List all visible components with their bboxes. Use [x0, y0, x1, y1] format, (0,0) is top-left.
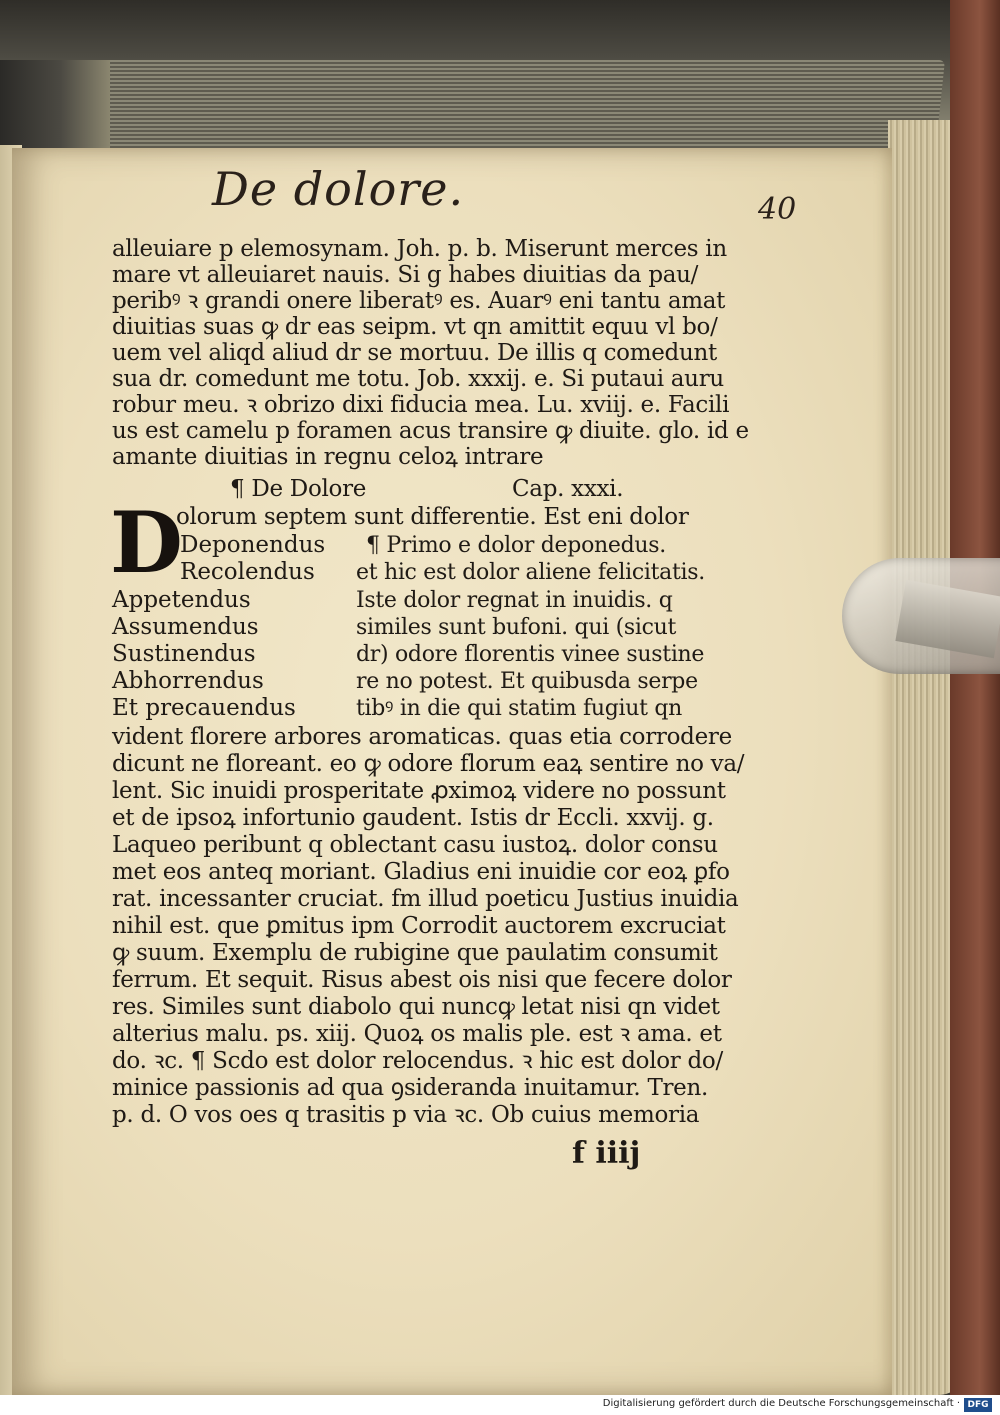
text-line: do. ꝛc. ¶ Scdo est dolor relocendus. ꝛ hic est dolor do/	[112, 1048, 723, 1074]
list-item: Abhorrendus	[112, 668, 264, 694]
page-block-edge	[55, 60, 945, 155]
footer	[0, 1395, 1000, 1415]
folio-number: 40	[758, 192, 797, 227]
list-item: Appetendus	[112, 587, 251, 613]
intro-line: olorum septem sunt differentie. Est eni dolor	[176, 504, 689, 530]
list-item: Recolendus	[180, 559, 315, 585]
text-line: rat. incessanter cruciat. fm illud poeticu Justius inuidia	[112, 886, 739, 912]
list-item: Deponendus	[180, 532, 326, 558]
text-line: res. Similes sunt diabolo qui nuncꝙ letat nisi qn videt	[112, 994, 720, 1020]
text-line: us est camelu p foramen acus transire ꝙ diuite. glo. id e	[112, 418, 749, 444]
text-line: peribꝰ ꝛ grandi onere liberatꝰ es. Auarꝰ eni tantu amat	[112, 288, 726, 314]
text-line: vident florere arbores aromaticas. quas etia corrodere	[112, 724, 732, 750]
text-line: nihil est. que ꝑmitus ipm Corrodit auctorem excruciat	[112, 913, 726, 939]
text-line: et hic est dolor aliene felicitatis.	[356, 560, 705, 585]
text-line: met eos anteq moriant. Gladius eni inuidie cor eoꝝ ꝑfo	[112, 859, 730, 885]
list-item: Et precauendus	[112, 695, 296, 721]
text-line: dr) odore florentis vinee sustine	[356, 642, 705, 667]
drop-cap: D	[110, 493, 183, 592]
text-line: dicunt ne floreant. eo ꝙ odore florum eaꝝ sentire no va/	[112, 751, 745, 777]
text-line: mare vt alleuiaret nauis. Si g habes diuitias da pau/	[112, 262, 699, 288]
list-item: Assumendus	[112, 614, 259, 640]
text-line: ꝙ suum. Exemplu de rubigine que paulatim consumit	[112, 940, 718, 966]
text-line: lent. Sic inuidi prosperitate ꝓximoꝝ videre no possunt	[112, 778, 726, 804]
book-cover	[950, 0, 1000, 1395]
signature-mark: f iiij	[572, 1136, 641, 1171]
text-line: diuitias suas ꝙ dr eas seipm. vt qn amittit equu vl bo/	[112, 314, 718, 340]
text-line: Iste dolor regnat in inuidis. q	[356, 588, 673, 613]
text-line: et de ipsoꝝ infortunio gaudent. Istis dr Eccli. xxvij. g.	[112, 805, 714, 831]
text-line: amante diuitias in regnu celoꝝ intrare	[112, 444, 544, 470]
text-line: uem vel aliqd aliud dr se mortuu. De illis q comedunt	[112, 340, 717, 366]
text-line: Laqueo peribunt q oblectant casu iustoꝝ. dolor consu	[112, 832, 718, 858]
text-line: p. d. O vos oes q trasitis p via ꝛc. Ob cuius memoria	[112, 1102, 700, 1128]
text-line: ¶ Primo e dolor deponedus.	[366, 533, 666, 558]
text-line: alterius malu. ps. xiij. Quoꝝ os malis ple. est ꝛ ama. et	[112, 1021, 722, 1047]
text-line: similes sunt bufoni. qui (sicut	[356, 615, 677, 640]
dfg-logo: DFG	[964, 1398, 992, 1412]
chapter-heading: ¶ De Dolore	[230, 476, 367, 502]
text-line: re no potest. Et quibusda serpe	[356, 669, 698, 694]
text-line: alleuiare p elemosynam. Joh. p. b. Miserunt merces in	[112, 236, 727, 262]
chapter-number: Cap. xxxi.	[512, 476, 624, 502]
list-item: Sustinendus	[112, 641, 256, 667]
handwritten-title: De dolore.	[212, 162, 465, 216]
text-line: minice passionis ad qua ꝯsideranda inuitamur. Tren.	[112, 1075, 709, 1101]
footer-credit: Digitalisierung gefördert durch die Deutsche Forschungsgemeinschaft ·	[602, 1398, 960, 1409]
text-line: sua dr. comedunt me totu. Job. xxxij. e. Si putaui auru	[112, 366, 724, 392]
text-line: robur meu. ꝛ obrizo dixi fiducia mea. Lu. xviij. e. Facili	[112, 392, 730, 418]
text-line: tibꝰ in die qui statim fugiut qn	[356, 696, 683, 721]
text-line: ferrum. Et sequit. Risus abest ois nisi que fecere dolor	[112, 967, 732, 993]
